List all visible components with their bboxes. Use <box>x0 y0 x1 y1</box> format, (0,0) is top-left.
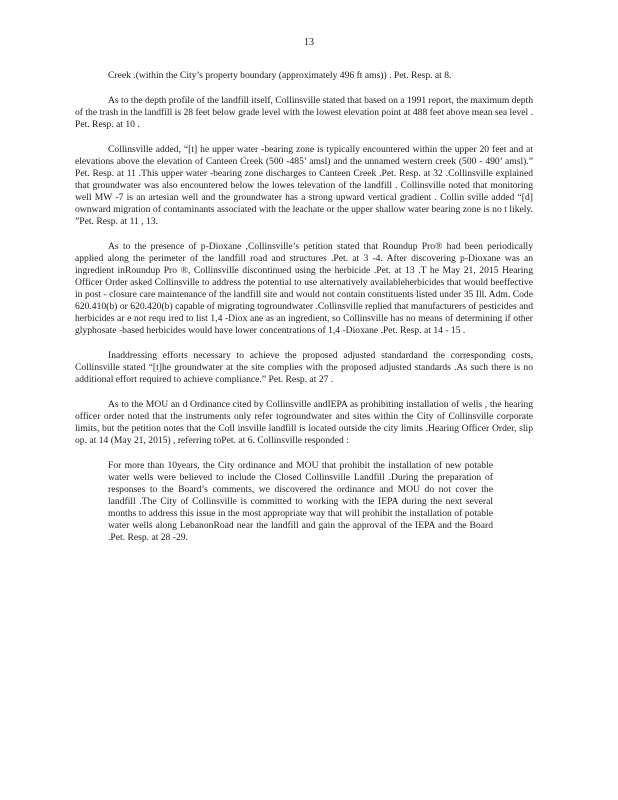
paragraph-landfill-depth: As to the depth profile of the landfill itself, Collinsville stated that based on a 1991 report, the maximum depth of the trash in the landfill is 28 feet below grade level with the lowest elevation point at 488 feet above mean sea level . Pet. Resp. at 10 . <box>75 95 533 130</box>
paragraph-compliance-costs: Inaddressing efforts necessary to achieve the proposed adjusted standardand the corresponding costs, Collinsville stated “[t]he groundwater at the site complies with the proposed adjusted standards .As such there is no additional effort required to achieve compliance.” Pet. Resp. at 27 . <box>75 350 533 385</box>
paragraph-continuation: Creek .(within the City’s property boundary (approximately 496 ft ams)) . Pet. Resp. at 8. <box>108 70 452 81</box>
paragraph-water-bearing-zone: Collinsville added, “[t] he upper water -bearing zone is typically encountered within the upper 20 feet and at elevations above the elevation of Canteen Creek (500 -485’ amsl) and the unnamed western creek (500 - 490’ amsl).” Pet. Resp. at 11 .This upper water -bearing zone discharges to Canteen Creek .Pet. Resp. at 32 .Collinsville explained that groundwater was also encountered below the lowes televation of the landfill . Collinsville noted that monitoring well MW -7 is an artesian well and the groundwater has a strong upward vertical gradient . Collin sville added “[d] ownward migration of contaminants associated with the leachate or the upper shallow water bearing zone is no t likely. ”Pet. Resp. at 11 , 13. <box>75 144 533 227</box>
paragraph-mou-ordinance: As to the MOU an d Ordinance cited by Collinsville andIEPA as prohibiting installation of wells , the hearing officer order noted that the instruments only refer togroundwater and sites within the City of Collinsville corporate limits, but the petition notes that the Coll insville landfill is located outside the city limits .Hearing Officer Order, slip op. at 14 (May 21, 2015) , referring toPet. at 6. Collinsville responded : <box>75 399 533 446</box>
paragraph-p-dioxane: As to the presence of p-Dioxane ,Collinsville’s petition stated that Roundup Pro® had been periodically applied along the perimeter of the landfill road and structures .Pet. at 3 -4. After discovering p-Dioxane was an ingredient inRoundup Pro ®, Collinsville discontinued using the herbicide .Pet. at 13 .T he May 21, 2015 Hearing Officer Order asked Collinsville to address the potential to use alternatively availableherbicides that would beeffective in post - closure care maintenance of the landfill site and would not contain constituents listed under 35 Ill. Adm. Code 620.410(b) or 620.420(b) capable of migrating togroundwater .Collinsville replied that manufacturers of pesticides and herbicides ar e not requ ired to list 1,4 -Diox ane as an ingredient, so Collinsville has no means of determining if other glyphosate -based herbicides would have lower concentrations of 1,4 -Dioxane .Pet. Resp. at 14 - 15 . <box>75 241 533 336</box>
page-number: 13 <box>304 37 314 48</box>
block-quote-collinsville-response: For more than 10years, the City ordinance and MOU that prohibit the installation of new potable water wells were believed to include the Closed Collinsville Landfill .During the preparation of responses to the Board’s comments, we discovered the ordinance and MOU do not cover the landfill .The City of Collinsville is committed to working with the IEPA during the next several months to address this issue in the most appropriate way that will prohibit the installation of potable water wells along LebanonRoad near the landfill and gain the approval of the IEPA and the Board .Pet. Resp. at 28 -29. <box>108 460 493 543</box>
document-body <box>75 70 533 544</box>
